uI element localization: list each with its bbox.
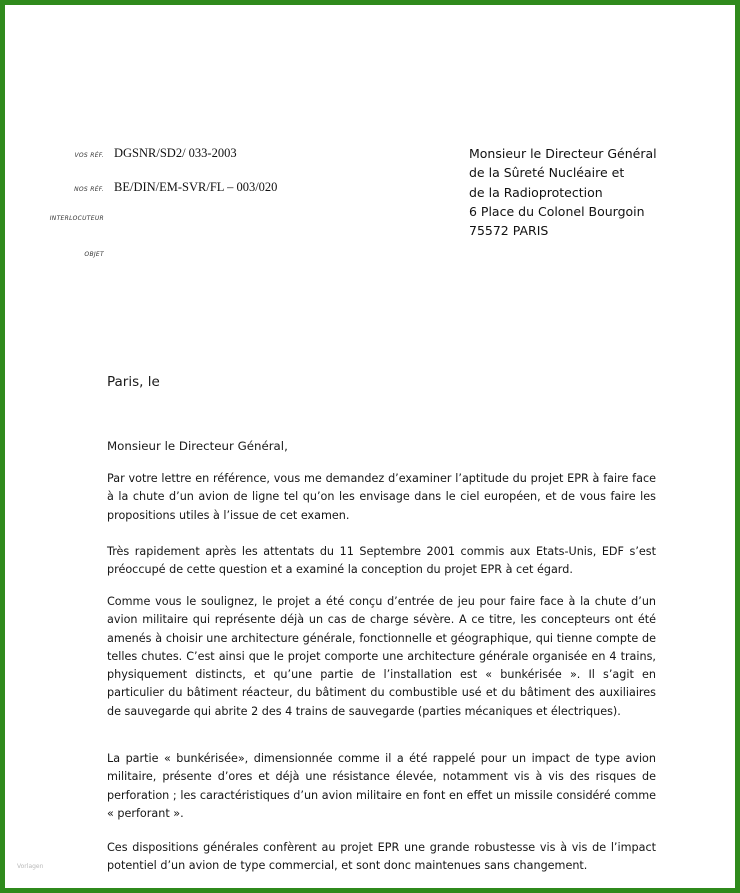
objet-label: OBJET bbox=[84, 251, 104, 258]
recipient-address bbox=[469, 144, 657, 240]
vos-ref-value: DGSNR/SD2/ 033-2003 bbox=[114, 146, 237, 160]
vos-ref-label: VOS RÉF. bbox=[74, 152, 104, 159]
objet-row bbox=[60, 251, 104, 258]
watermark: Vorlagen bbox=[17, 863, 44, 870]
salutation: Monsieur le Directeur Général, bbox=[107, 439, 288, 453]
paragraph: Très rapidement après les attentats du 11 Septembre 2001 commis aux Etats-Unis, EDF s’est préoccupé de cette question et a examiné la conception du projet EPR à cet égard. bbox=[107, 545, 656, 577]
vos-ref-row bbox=[60, 146, 237, 161]
recipient-line: de la Radioprotection bbox=[469, 184, 603, 200]
paragraph: Comme vous le soulignez, le projet a été conçu d’entrée de jeu pour faire face à la chute d’un avion militaire qui représente déjà un cas de charge sévère. A ce titre, les concepteurs ont été amenés à choisir une architecture générale, fonctionnelle et géographique, qui tienne compte de telles chutes. C’est ainsi que le projet comporte une architecture générale organisée en 4 trains, physiquement distincts, et qu’une partie de l’installation est « bunkérisée ». Il s’agit en particulier du bâtiment réacteur, du bâtiment du combustible usé et du bâtiment des auxiliaires de sauvegarde qui abrite 2 des 4 trains de sauvegarde (parties mécaniques et électriques). bbox=[107, 595, 656, 718]
interlocuteur-row bbox=[38, 215, 104, 222]
nos-ref-row bbox=[60, 180, 277, 195]
paragraph: Par votre lettre en référence, vous me demandez d’examiner l’aptitude du projet EPR à faire face à la chute d’un avion de ligne tel qu’on les envisage dans le ciel européen, et de vous faire les propositions utiles à l’issue de cet examen. bbox=[107, 472, 656, 522]
recipient-line: de la Sûreté Nucléaire et bbox=[469, 165, 625, 181]
paragraph: Ces dispositions générales confèrent au projet EPR une grande robustesse vis à vis de l’impact potentiel d’un avion de type commercial, et sont donc maintenues sans changement. bbox=[107, 841, 656, 873]
paragraph: La partie « bunkérisée», dimensionnée comme il a été rappelé pour un impact de type avion militaire, présente d’ores et déjà une résistance élevée, notamment vis à vis des risques de perforation ; les caractéristiques d’un avion militaire en font en effet un missile considéré comme « perforant ». bbox=[107, 752, 656, 820]
nos-ref-value: BE/DIN/EM-SVR/FL – 003/020 bbox=[114, 180, 278, 194]
date-line: Paris, le bbox=[107, 374, 160, 390]
interlocuteur-label: INTERLOCUTEUR bbox=[49, 215, 104, 222]
recipient-line: Monsieur le Directeur Général bbox=[469, 146, 657, 161]
recipient-line: 6 Place du Colonel Bourgoin bbox=[469, 203, 645, 219]
nos-ref-label: NOS RÉF. bbox=[74, 186, 104, 193]
recipient-line: 75572 PARIS bbox=[469, 223, 549, 239]
